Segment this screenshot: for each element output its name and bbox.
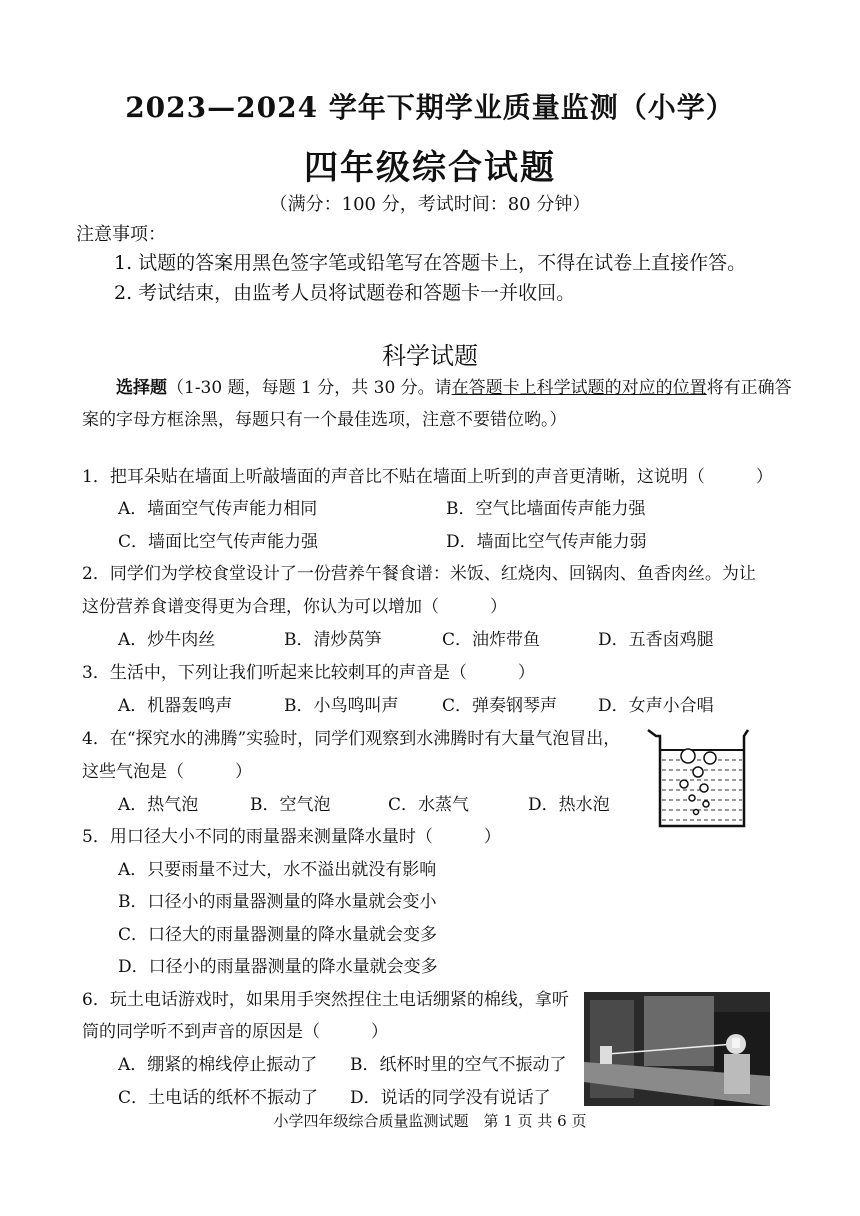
question-stem: 3．生活中，下列让我们听起来比较刺耳的声音是（ ） [82, 663, 535, 683]
option: A．墙面空气传声能力相同 [118, 499, 318, 519]
option: D．说话的同学没有说话了 [350, 1088, 551, 1108]
option: C．土电话的纸杯不振动了 [118, 1088, 319, 1108]
option: C．口径大的雨量器测量的降水量就会变多 [118, 925, 438, 945]
exam-title: 2023—2024 学年下期学业质量监测（小学） [125, 91, 735, 124]
string-telephone-photo [584, 992, 770, 1106]
question-stem: 6．玩土电话游戏时，如果用手突然捏住土电话绷紧的棉线，拿听 [82, 990, 569, 1010]
option: A．绷紧的棉线停止振动了 [118, 1055, 318, 1075]
instr-bold: 选择题 [116, 378, 167, 398]
notice-item: 1. 试题的答案用黑色签字笔或铅笔写在答题卡上，不得在试卷上直接作答。 [114, 252, 747, 274]
option: B．清炒莴笋 [284, 630, 382, 650]
instr-text: 将有正确答案的字母方框涂黑，每题只有一个最佳选项，注意不要错位哟。） [82, 378, 792, 430]
option: B．纸杯时里的空气不振动了 [350, 1055, 567, 1075]
instr-text: （1-30 题，每题 1 分，共 30 分。请 [167, 378, 452, 398]
option: C．水蒸气 [388, 795, 470, 815]
question-stem: 这份营养食谱变得更为合理，你认为可以增加（ ） [82, 597, 507, 617]
section-title: 科学试题 [382, 342, 478, 370]
section-instructions [82, 372, 802, 436]
option: C．弹奏钢琴声 [442, 696, 558, 716]
option: A．热气泡 [118, 795, 199, 815]
option: A．机器轰鸣声 [118, 696, 233, 716]
option: D．五香卤鸡腿 [598, 630, 714, 650]
beaker-figure [646, 726, 752, 830]
notice-item: 2. 考试结束，由监考人员将试题卷和答题卡一并收回。 [114, 282, 576, 304]
option: C．墙面比空气传声能力强 [118, 532, 319, 552]
page-footer: 小学四年级综合质量监测试题 第 1 页 共 6 页 [273, 1112, 587, 1130]
score-info: （满分：100 分，考试时间：80 分钟） [269, 194, 591, 215]
instr-underline: 在答题卡上科学试题的对应的位置 [451, 378, 707, 398]
question-stem: 2．同学们为学校食堂设计了一份营养午餐食谱：米饭、红烧肉、回锅肉、鱼香肉丝。为让 [82, 564, 756, 584]
option: B．口径小的雨量器测量的降水量就会变小 [118, 892, 437, 912]
exam-subtitle: 四年级综合试题 [304, 148, 556, 188]
option: A．只要雨量不过大，水不溢出就没有影响 [118, 860, 437, 880]
question-stem: 4．在“探究水的沸腾”实验时，同学们观察到水沸腾时有大量气泡冒出， [82, 729, 621, 749]
option: D．口径小的雨量器测量的降水量就会变多 [118, 957, 438, 977]
option: B．空气比墙面传声能力强 [446, 499, 646, 519]
notice-heading: 注意事项： [76, 224, 166, 245]
question-stem: 这些气泡是（ ） [82, 762, 252, 782]
option: D．墙面比空气传声能力弱 [446, 532, 647, 552]
option: B．空气泡 [250, 795, 331, 815]
option: D．热水泡 [528, 795, 610, 815]
question-stem: 5．用口径大小不同的雨量器来测量降水量时（ ） [82, 827, 501, 847]
option: D．女声小合唱 [598, 696, 714, 716]
question-stem: 1．把耳朵贴在墙面上听敲墙面的声音比不贴在墙面上听到的声音更清晰，这说明（ ） [82, 467, 773, 487]
question-stem: 筒的同学听不到声音的原因是（ ） [82, 1022, 388, 1042]
option: C．油炸带鱼 [442, 630, 541, 650]
option: B．小鸟鸣叫声 [284, 696, 399, 716]
option: A．炒牛肉丝 [118, 630, 216, 650]
